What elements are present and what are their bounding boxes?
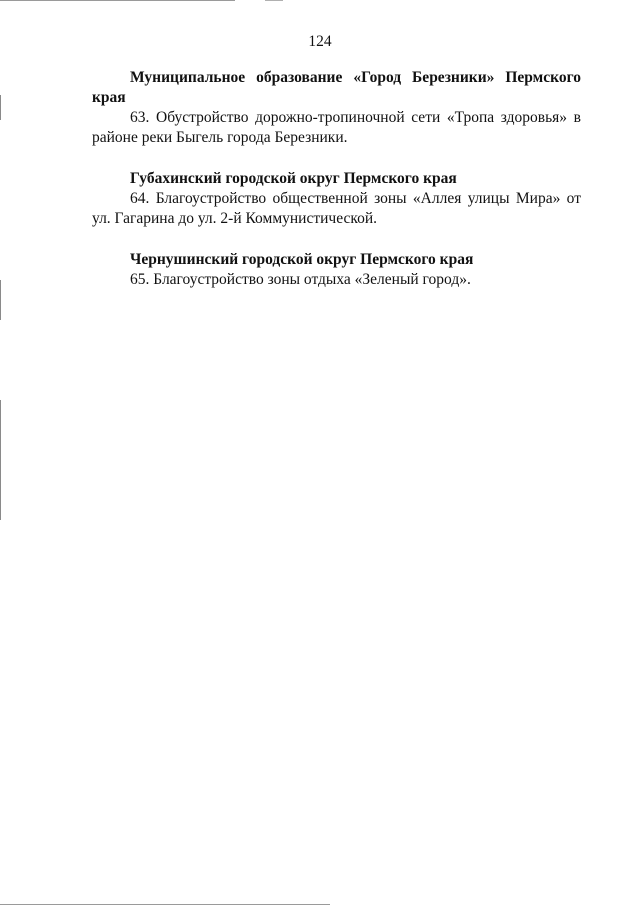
section-berezniki: [92, 68, 581, 148]
list-item: 63. Обустройство дорожно-тропиночной сети «Тропа здоровья» в районе реки Быгель города Березники.: [92, 109, 581, 146]
scan-artifact-left-edge: [0, 280, 1, 320]
section-heading: Губахинский городской округ Пермского края: [130, 170, 457, 187]
scan-artifact-top-dash: [265, 0, 283, 1]
section-chernushka: [92, 250, 581, 290]
list-item: 65. Благоустройство зоны отдыха «Зеленый город».: [130, 271, 471, 288]
scan-artifact-left-edge: [0, 95, 1, 120]
section-gubakha: [92, 169, 581, 229]
list-item: 64. Благоустройство общественной зоны «Аллея улицы Мира» от ул. Гагарина до ул. 2-й Коммунистической.: [92, 190, 581, 227]
section-heading: Муниципальное образование «Город Березники» Пермского края: [92, 69, 581, 106]
scan-artifact-top-line: [0, 0, 235, 1]
section-heading: Чернушинский городской округ Пермского края: [130, 251, 474, 268]
document-body: [92, 68, 581, 290]
scan-artifact-left-edge: [0, 400, 1, 520]
page-number: 124: [308, 33, 332, 50]
